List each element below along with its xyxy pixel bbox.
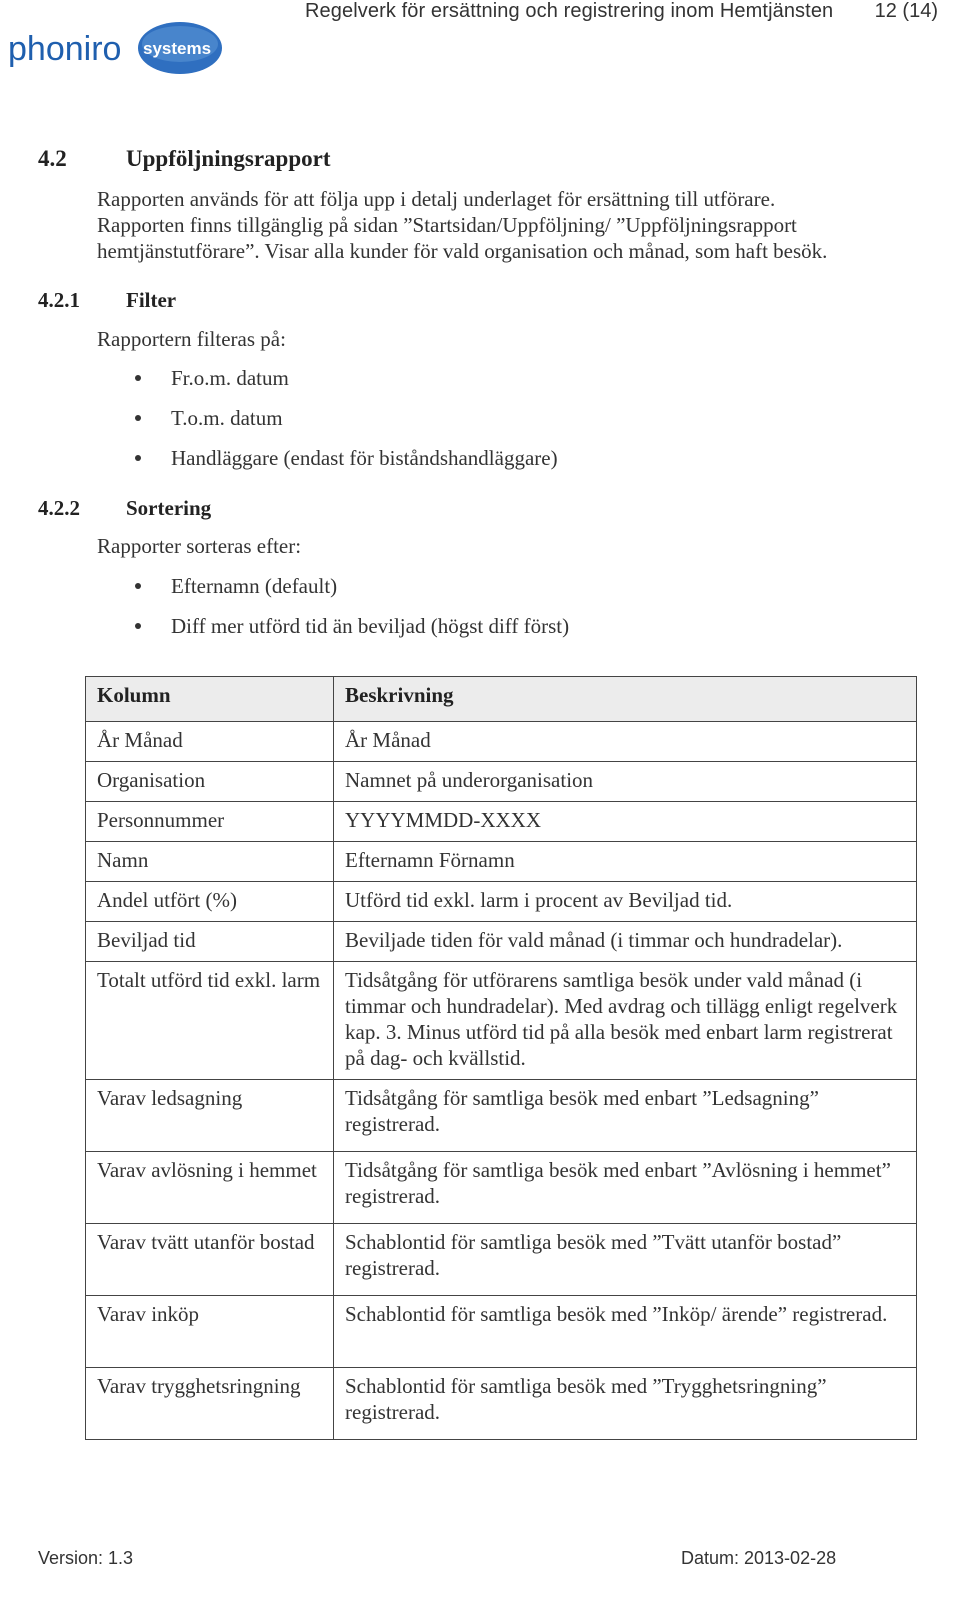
- table-row: [86, 1152, 917, 1224]
- footer-date: Datum: 2013-02-28: [681, 1548, 837, 1568]
- table-row: [86, 882, 917, 922]
- section-heading: [38, 146, 330, 172]
- filter-lead: Rapportern filteras på:: [97, 327, 286, 351]
- header-kolumn: Kolumn: [86, 677, 334, 722]
- column-name-cell: Andel utfört (%): [86, 882, 334, 922]
- table-row: [86, 1368, 917, 1440]
- section-number: 4.2: [38, 146, 67, 171]
- column-name-cell: Varav tvätt utanför bostad: [86, 1224, 334, 1296]
- column-name-cell: Organisation: [86, 762, 334, 802]
- description-cell: År Månad: [334, 722, 917, 762]
- column-name-cell: Varav avlösning i hemmet: [86, 1152, 334, 1224]
- description-cell: Schablontid för samtliga besök med ”Inköp/ ärende” registrerad.: [334, 1296, 917, 1368]
- description-cell: Schablontid för samtliga besök med ”Trygghetsringning” registrerad.: [334, 1368, 917, 1440]
- sorting-number: 4.2.2: [38, 496, 80, 520]
- table-row: [86, 962, 917, 1080]
- document-header-title: Regelverk för ersättning och registrering inom Hemtjänsten: [305, 0, 834, 22]
- table-row: [86, 922, 917, 962]
- page-number: 12 (14): [874, 0, 938, 22]
- column-description-table: [85, 676, 917, 1440]
- logo-badge-text: systems: [143, 39, 212, 58]
- filter-item: T.o.m. datum: [97, 405, 558, 445]
- filter-title: Filter: [126, 288, 177, 312]
- column-name-cell: Varav ledsagning: [86, 1080, 334, 1152]
- filter-heading: [38, 288, 176, 313]
- table-row: [86, 1224, 917, 1296]
- table-row: [86, 762, 917, 802]
- sorting-title: Sortering: [126, 496, 212, 520]
- description-cell: Tidsåtgång för samtliga besök med enbart ”Avlösning i hemmet” registrerad.: [334, 1152, 917, 1224]
- description-cell: YYYYMMDD-XXXX: [334, 802, 917, 842]
- table-row: [86, 1296, 917, 1368]
- logo-wordmark: phoniro: [8, 30, 122, 68]
- intro-line: hemtjänstutförare”. Visar alla kunder för vald organisation och månad, som haft besök.: [97, 239, 828, 263]
- column-name-cell: Varav inköp: [86, 1296, 334, 1368]
- intro-line: Rapporten finns tillgänglig på sidan ”Startsidan/Uppföljning/ ”Uppföljningsrapport: [97, 213, 797, 237]
- filter-item: Fr.o.m. datum: [97, 365, 558, 405]
- sorting-item: Efternamn (default): [97, 573, 569, 613]
- table-row: [86, 802, 917, 842]
- column-name-cell: Varav trygghetsringning: [86, 1368, 334, 1440]
- table-row: [86, 1080, 917, 1152]
- table-row: [86, 722, 917, 762]
- column-name-cell: Beviljad tid: [86, 922, 334, 962]
- column-name-cell: Namn: [86, 842, 334, 882]
- header-beskrivning: Beskrivning: [334, 677, 917, 722]
- description-cell: Schablontid för samtliga besök med ”Tvätt utanför bostad” registrerad.: [334, 1224, 917, 1296]
- sorting-list: [97, 573, 569, 653]
- sorting-item: Diff mer utförd tid än beviljad (högst diff först): [97, 613, 569, 653]
- filter-item: Handläggare (endast för biståndshandläggare): [97, 445, 558, 485]
- phoniro-logo: [4, 18, 224, 82]
- footer-version: Version: 1.3: [38, 1548, 134, 1568]
- description-cell: Tidsåtgång för utförarens samtliga besök under vald månad (i timmar och hundradelar). Med avdrag och tillägg enligt regelverk kap. 3. Minus utförd tid på alla besök med enbart larm registrerat på dag- och kvällstid.: [334, 962, 917, 1080]
- sorting-lead: Rapporter sorteras efter:: [97, 534, 302, 558]
- column-name-cell: År Månad: [86, 722, 334, 762]
- intro-line: Rapporten används för att följa upp i detalj underlaget för ersättning till utförare.: [97, 187, 776, 211]
- description-cell: Efternamn Förnamn: [334, 842, 917, 882]
- section-intro: [97, 186, 827, 264]
- description-cell: Utförd tid exkl. larm i procent av Beviljad tid.: [334, 882, 917, 922]
- table-row: [86, 842, 917, 882]
- description-cell: Tidsåtgång för samtliga besök med enbart ”Ledsagning” registrerad.: [334, 1080, 917, 1152]
- column-name-cell: Totalt utförd tid exkl. larm: [86, 962, 334, 1080]
- description-cell: Namnet på underorganisation: [334, 762, 917, 802]
- filter-list: [97, 365, 558, 485]
- filter-number: 4.2.1: [38, 288, 80, 312]
- table-header-row: [86, 677, 917, 722]
- description-cell: Beviljade tiden för vald månad (i timmar och hundradelar).: [334, 922, 917, 962]
- sorting-heading: [38, 496, 211, 521]
- column-name-cell: Personnummer: [86, 802, 334, 842]
- section-title: Uppföljningsrapport: [126, 146, 331, 171]
